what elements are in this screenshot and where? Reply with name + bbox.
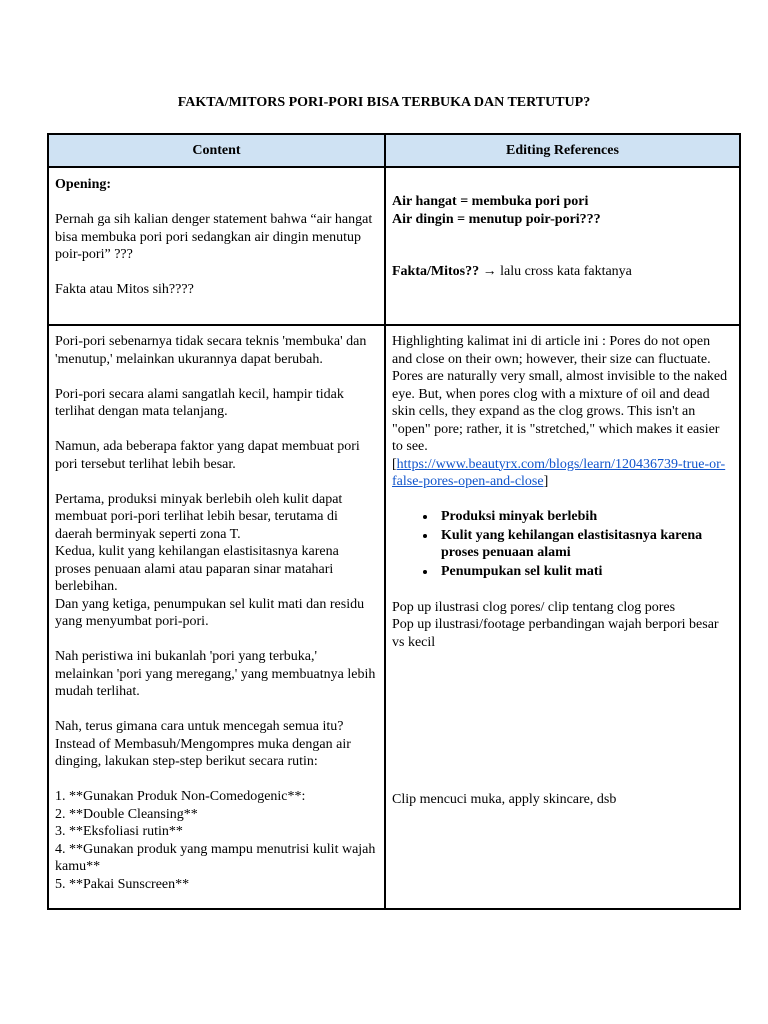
body-paragraph-4a: Pertama, produksi minyak berlebih oleh kulit dapat membuat pori-pori terlihat lebih besar, terutama di daerah berminyak seperti zona T. (55, 491, 343, 542)
content-cell-opening (48, 167, 385, 325)
body-paragraph-4b: Kedua, kulit yang kehilangan elastisitasnya karena proses penuaan alami atau paparan sinar matahari berlebihan. (55, 544, 339, 594)
header-content: Content (48, 134, 385, 167)
step-item-3: 3. **Eksfoliasi rutin** (55, 824, 183, 839)
ref-highlight-paragraph (392, 333, 733, 491)
opening-question: Fakta atau Mitos sih???? (55, 282, 194, 297)
clip-note: Clip mencuci muka, apply skincare, dsb (392, 792, 617, 807)
step-item-1: 1. **Gunakan Produk Non-Comedogenic**: (55, 789, 306, 804)
popup-note-2: Pop up ilustrasi/footage perbandingan wajah berpori besar vs kecil (392, 617, 719, 650)
document-title: FAKTA/MITORS PORI-PORI BISA TERBUKA DAN TERTUTUP? (177, 95, 591, 110)
step-item-2: 2. **Double Cleansing** (55, 806, 198, 822)
fakta-mitos-label: Fakta/Mitos?? (392, 264, 480, 279)
bullet-item-3: • Penumpukan sel kulit mati (437, 563, 733, 581)
popup-note-1: Pop up ilustrasi clog pores/ clip tentang clog pores (392, 599, 676, 615)
body-paragraph-2: Pori-pori secara alami sangatlah kecil, hampir tidak terlihat dengan mata telanjang. (55, 386, 344, 419)
bullet-item-1: • Produksi minyak berlebih (437, 508, 733, 526)
body-paragraph-6a: Nah, terus gimana cara untuk mencegah semua itu? (55, 719, 344, 734)
ref-fakta-mitos-line (392, 263, 733, 281)
fakta-mitos-note: → lalu cross kata faktanya (479, 264, 632, 279)
bracket-close: ] (543, 474, 549, 489)
highlight-text: Highlighting kalimat ini di article ini : Pores do not open and close on their own; however, their size can fluctuate. Pores are naturally very small, almost invisible to the naked eye. But, when pores clog with a mixture of oil and dead skin cells, they expand as the clog grows. This isn't an "open" pore; rather, it is "stretched," which makes it easier to see. (392, 334, 728, 454)
step-item-4: 4. **Gunakan produk yang mampu menutrisi kulit wajah kamu** (55, 841, 376, 874)
body-paragraph-5: Nah peristiwa ini bukanlah 'pori yang terbuka,' melainkan 'pori yang meregang,' yang membuatnya lebih mudah terlihat. (55, 649, 376, 699)
table-row-opening (48, 167, 740, 325)
refs-cell-opening (385, 167, 740, 325)
table-row-body (48, 325, 740, 909)
header-row (48, 134, 740, 167)
step-item-5: 5. **Pakai Sunscreen** (55, 876, 190, 892)
refs-cell-body (385, 325, 740, 909)
script-table (47, 133, 741, 910)
body-paragraph-3: Namun, ada beberapa faktor yang dapat membuat pori pori tersebut terlihat lebih besar. (55, 439, 360, 472)
article-link[interactable]: https://www.beautyrx.com/blogs/learn/120436739-true-or-false-pores-open-and-close (392, 456, 726, 489)
body-paragraph-1: Pori-pori sebenarnya tidak secara teknis 'membuka' dan 'menutup,' melainkan ukurannya dapat berubah. (55, 334, 367, 367)
bullet-item-2: • Kulit yang kehilangan elastisitasnya karena proses penuaan alami (437, 527, 733, 562)
body-paragraph-4c: Dan yang ketiga, penumpukan sel kulit mati dan residu yang menyumbat pori-pori. (55, 596, 365, 629)
opening-paragraph: Pernah ga sih kalian denger statement bahwa “air hangat bisa membuka pori pori sedangkan air dingin menutup poir-pori” ??? (55, 212, 373, 262)
content-cell-body (48, 325, 385, 909)
ref-cold-water-line: Air dingin = menutup poir-pori??? (392, 211, 601, 227)
header-editing-references: Editing References (385, 134, 740, 167)
factor-bullet-list (392, 508, 733, 580)
body-paragraph-6b: Instead of Membasuh/Mengompres muka dengan air dinging, lakukan step-step berikut secara rutin: (55, 736, 351, 769)
bracket-open: [ (392, 456, 397, 472)
opening-heading: Opening: (55, 177, 112, 192)
ref-warm-water-line: Air hangat = membuka pori pori (392, 194, 589, 209)
